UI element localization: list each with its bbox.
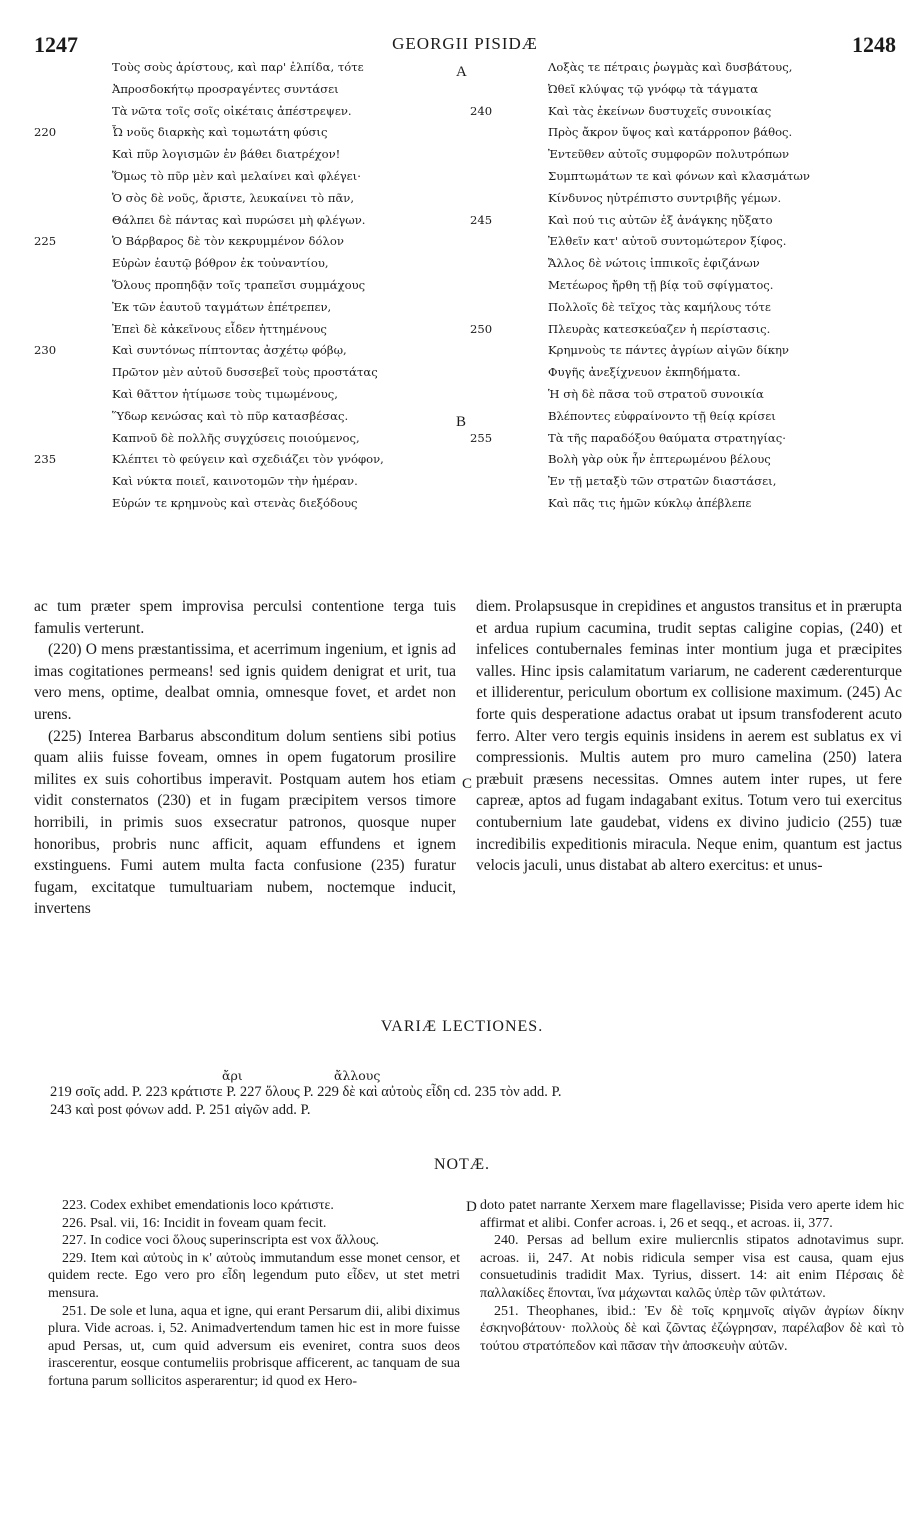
verse-line: [34, 319, 454, 341]
verse-text: Συμπτωμάτων τε καὶ φόνων καὶ κλασμάτων: [548, 168, 810, 183]
verse-text: Καὶ τὰς ἐκείνων δυστυχεῖς συνοικίας: [548, 103, 772, 118]
verse-text: Καὶ πᾶς τις ἡμῶν κύκλῳ ἀπέβλεπε: [548, 495, 752, 510]
verse-line: [470, 253, 910, 275]
verse-number: 235: [34, 452, 57, 467]
verse-text: Θάλπει δὲ πάντας καὶ πυρώσει μὴ φλέγων.: [112, 212, 366, 227]
variant-superscript: ἄρι: [222, 1068, 243, 1083]
latin-paragraph: (225) Interea Barbarus absconditum dolum sentiens sibi potius quam aliis fuisse foveam, omnes in opem fugatorum prosilire milites ex suis cohortibus imperavit. Postquam autem hos etiam vidit consternatos (230) et in fugam præcipitem versos timore horribili, in primis suos exsecratur patronos, quosque nuper honoribus, probris nunc afficit, aquam effundens et ignem exstinguens. Fumi autem multa facta confusione (235) furatur fugam, excitatque tumultuariam nubem, noctemque inducit, invertens: [34, 727, 456, 918]
note: 229. Item καὶ αὐτοὺς in κ' αὐτοὺς immutandum esse monet censor, et quidem recte. Ego vero pro εἶδη legendum puto εἶδεν, ut stet metri mensura.: [48, 1250, 460, 1301]
note: 251. De sole et luna, aqua et igne, qui erant Persarum dii, alibi diximus plura. Vide acroas. i, 52. Animadvertendum tamen hic est in more fuisse apud Persas, ut, cum quid adversum eis eveniret, contra suos deos irascerentur, eosque contumeliis probrisque afficerent, ac tanquam de sua fortuna parum sollicitos asperarentur; id quod ex Hero-: [48, 1303, 460, 1389]
verse-line: [470, 428, 910, 450]
verse-line: [470, 79, 910, 101]
verse-text: Πλευρὰς κατεσκεύαζεν ἡ περίστασις.: [548, 321, 771, 336]
verse-line: [34, 384, 454, 406]
verse-text: Ὕδωρ κενώσας καὶ τὸ πῦρ κατασβέσας.: [112, 408, 349, 423]
verse-text: Ὦ νοῦς διαρκὴς καὶ τομωτάτη φύσις: [112, 125, 328, 140]
verse-number: 225: [34, 234, 57, 249]
notes-column-left: [48, 1197, 460, 1391]
verse-text: Καὶ πού τις αὐτῶν ἐξ ἀνάγκης ηὔξατο: [548, 212, 773, 227]
note: 226. Psal. vii, 16: Incidit in foveam quam fecit.: [62, 1215, 327, 1231]
verse-line: [470, 188, 910, 210]
verse-line: [470, 297, 910, 319]
verse-line: [470, 449, 910, 471]
verse-number: 230: [34, 343, 57, 358]
verse-line: [34, 101, 454, 123]
note: 227. In codice voci ὅλους superinscripta est vox ἄλλους.: [62, 1233, 380, 1249]
verse-line: [34, 166, 454, 188]
verse-text: Κλέπτει τὸ φεύγειν καὶ σχεδιάζει τὸν γνόφον,: [112, 452, 384, 467]
verse-line: [34, 253, 454, 275]
verse-line: [34, 471, 454, 493]
variant-row: 219 σοῖς add. P. 223 κράτιστε P. 227 ὅλους P. 229 δὲ καὶ αὐτοὺς εἶδη cd. 235 τὸν add. P.: [50, 1084, 562, 1100]
running-title: GEORGII PISIDÆ: [392, 34, 538, 53]
verse-text: Καὶ θᾶττον ἠτίμωσε τοὺς τιμωμένους,: [112, 386, 338, 401]
verse-line: [470, 340, 910, 362]
verse-text: Καὶ πῦρ λογισμῶν ἐν βάθει διατρέχον!: [112, 147, 341, 162]
margin-letter-a: A: [456, 64, 467, 80]
verse-text: Καὶ νύκτα ποιεῖ, καινοτομῶν τὴν ἡμέραν.: [112, 474, 358, 489]
verse-line: [34, 493, 454, 515]
verse-line: [470, 57, 910, 79]
verse-text: Κρημνοὺς τε πάντες ἀγρίων αἰγῶν δίκην: [548, 343, 789, 358]
verse-line: [34, 210, 454, 232]
verse-text: Ἀπροσδοκήτῳ προσραγέντες συντάσει: [112, 81, 339, 96]
verse-text: Ἡ σὴ δὲ πᾶσα τοῦ στρατοῦ συνοικία: [548, 386, 764, 401]
verse-text: Ὅλους προπηδᾷν τοῖς τραπεῖσι συμμάχους: [112, 277, 366, 292]
verse-text: Λοξὰς τε πέτραις ῥωγμὰς καὶ δυσβάτους,: [548, 60, 793, 74]
variant-superscript: ἄλλους: [334, 1068, 381, 1083]
verse-line: [470, 319, 910, 341]
verse-line: [34, 297, 454, 319]
verse-text: Καὶ συντόνως πίπτοντας ἀσχέτῳ φόβῳ,: [112, 343, 347, 358]
verse-line: [34, 144, 454, 166]
verse-text: Πρῶτον μὲν αὐτοῦ δυσσεβεῖ τοὺς προστάτας: [112, 365, 378, 380]
verse-text: Ὁ Βάρβαρος δὲ τὸν κεκρυμμένον δόλον: [112, 234, 344, 249]
note: doto patet narrante Xerxem mare flagellavisse; Pisida vero aperte idem hic affirmat et alibi. Confer acroas. i, 26 et seqq., et acroas. ii, 377.: [480, 1198, 904, 1231]
verse-line: [470, 493, 910, 515]
verse-text: Τὰ τῆς παραδόξου θαύματα στρατηγίας·: [548, 430, 786, 445]
verse-line: [470, 144, 910, 166]
page-number-right: 1248: [852, 32, 896, 57]
margin-letter-b: B: [456, 414, 467, 430]
note: 223. Codex exhibet emendationis loco κράτιστε.: [62, 1198, 334, 1213]
note: 251. Theophanes, ibid.: Ἐν δὲ τοῖς κρημνοῖς αἰγῶν ἀγρίων δίκην ἐσκηνοβάτουν· πολλοὺς δὲ καὶ ζῶντας ἐζώγρησαν, παρέλαβον δὲ καὶ τὸ τούτου στρατόπεδον καὶ πᾶσαν τὴν ἀποσκευὴν αὐτῶν.: [480, 1303, 904, 1354]
latin-translation-left: [34, 596, 456, 920]
verse-text: Βολὴ γὰρ οὐκ ἦν ἐπτερωμένου βέλους: [548, 452, 771, 467]
verse-text: Καπνοῦ δὲ πολλῆς συγχύσεις ποιούμενος,: [112, 430, 360, 445]
verse-number: 250: [470, 321, 493, 336]
verse-line: [470, 210, 910, 232]
verse-line: [34, 122, 454, 144]
verse-line: [34, 188, 454, 210]
verse-line: [34, 428, 454, 450]
verse-number: 245: [470, 212, 493, 227]
verse-number: 220: [34, 125, 57, 140]
note: 240. Persas ad bellum exire muliercnlis stipatos adnotavimus supr. acroas. ii, 247. At nobis ridicula semper visa est causa, quam ejus consuetudinis tradidit Max. Tyrius, dissert. 14: ait enim Πέρσαις δὲ παλλακίδες ἕπονται, ἵνα μάχωνται καλῶς ὑπὲρ τῶν φιλτάτων.: [480, 1233, 904, 1301]
verse-line: [470, 101, 910, 123]
verse-text: Κίνδυνος ηὐτρέπιστο συντριβῆς γέμων.: [548, 190, 782, 205]
verse-text: Εὑρὼν ἑαυτῷ βόθρον ἐκ τοὐναντίου,: [112, 256, 329, 271]
latin-paragraph: diem. Prolapsusque in crepidines et angustos transitus et in prærupta et ardua rupium cacumina, trudit septas caligine copias, (240) et infelices contubernales feminas inter montium juga et præcipites valles. Hinc ipsis calamitatum variarum, ne caderent cæderenturque et illiderentur, periculum obortum ex collisione maximum. (245) Ac forte quis desperatione adactus orabat ut ipsum transfoderent acuto ferro. Alter vero tergis equinis insidens in aerem est sublatus ex vi compressionis. Multis autem pro muro camelina (250) latera præbuit præsens necessitas. Omnes autem inter rupes, ut fere capreæ, aptos ad fugam indagabant exitus. Totum vero tui exercitus contubernium late gaudebat, videns ex divino judicio (255) tuæ incredibilis expeditionis miracula. Neque enim, quantum est jactus velocis jaculi, unus distabat ab altero exercitus: et unus-: [476, 598, 902, 875]
verse-text: Τοὺς σοὺς ἀρίστους, καὶ παρ' ἐλπίδα, τότε: [112, 60, 364, 74]
verse-text: Πολλοῖς δὲ τεῖχος τὰς καμήλους τότε: [548, 299, 771, 314]
verse-text: Ὅμως τὸ πῦρ μὲν καὶ μελαίνει καὶ φλέγει·: [112, 168, 361, 183]
verse-text: Μετέωρος ἤρθη τῇ βίᾳ τοῦ σφίγματος.: [548, 277, 774, 292]
verse-text: Βλέποντες εὐφραίνοντο τῇ θείᾳ κρίσει: [548, 408, 776, 423]
greek-verse-column-right: [470, 57, 910, 515]
verse-text: Ἐκ τῶν ἑαυτοῦ ταγμάτων ἐπέτρεπεν,: [112, 299, 332, 314]
verse-text: Ὠθεῖ κλύψας τῷ γνόφῳ τὰ τάγματα: [548, 81, 759, 96]
latin-paragraph: (220) O mens præstantissima, et acerrimum ingenium, et ignis ad imas cogitationes permeans! sed ignis quidem denigrat et urit, tua vero mens, optime, dealbat omnia, omnesque fovet, et ardet non urens.: [34, 641, 456, 723]
verse-line: [34, 362, 454, 384]
verse-text: Φυγῆς ἀνεξίχνευον ἐκπηδήματα.: [548, 365, 741, 380]
verse-line: [470, 122, 910, 144]
verse-line: [470, 471, 910, 493]
verse-text: Εὑρών τε κρημνοὺς καὶ στενὰς διεξόδους: [112, 495, 358, 510]
verse-line: [34, 340, 454, 362]
verse-line: [470, 362, 910, 384]
verse-line: [470, 166, 910, 188]
verse-number: 255: [470, 430, 493, 445]
verse-text: Ὁ σὸς δὲ νοῦς, ἄριστε, λευκαίνει τὸ πᾶν,: [112, 190, 355, 205]
margin-letter-c: C: [462, 776, 473, 792]
variae-lectiones-heading: VARIÆ LECTIONES.: [380, 1018, 544, 1035]
verse-text: Ἐν τῇ μεταξὺ τῶν στρατῶν διαστάσει,: [548, 474, 777, 489]
verse-line: [34, 449, 454, 471]
verse-line: [470, 406, 910, 428]
verse-line: [34, 57, 454, 79]
margin-letter-d: D: [466, 1199, 477, 1215]
verse-line: [470, 384, 910, 406]
verse-line: [34, 275, 454, 297]
notae-heading: NOTÆ.: [433, 1156, 491, 1173]
page-number-left: 1247: [34, 32, 78, 57]
verse-line: [34, 406, 454, 428]
latin-translation-right: [476, 596, 902, 877]
verse-text: Ἄλλος δὲ νώτοις ἱππικοῖς ἐφιζάνων: [548, 256, 760, 271]
verse-text: Τὰ νῶτα τοῖς σοῖς οἰκέταις ἀπέστρεψεν.: [112, 103, 352, 118]
running-header: [34, 32, 896, 56]
verse-text: Ἐπεὶ δὲ κἀκεῖνους εἶδεν ἡττημένους: [112, 321, 327, 336]
latin-paragraph: ac tum præter spem improvisa perculsi contentione terga tuis famulis verterunt.: [34, 598, 456, 637]
verse-line: [34, 79, 454, 101]
notes-column-right: [480, 1197, 904, 1355]
verse-line: [470, 231, 910, 253]
verse-text: Ἐντεῦθεν αὐτοῖς συμφορῶν πολυτρόπων: [548, 147, 790, 162]
verse-number: 240: [470, 103, 493, 118]
greek-verse-column-left: [34, 57, 454, 515]
verse-line: [470, 275, 910, 297]
variant-row: 243 καὶ post φόνων add. P. 251 αἰγῶν add. P.: [50, 1102, 311, 1118]
verse-text: Ἐλθεῖν κατ' αὐτοῦ συντομώτερον ξίφος.: [548, 234, 787, 249]
verse-text: Πρὸς ἄκρον ὕψος καὶ κατάρροπον βάθος.: [548, 125, 793, 140]
verse-line: [34, 231, 454, 253]
